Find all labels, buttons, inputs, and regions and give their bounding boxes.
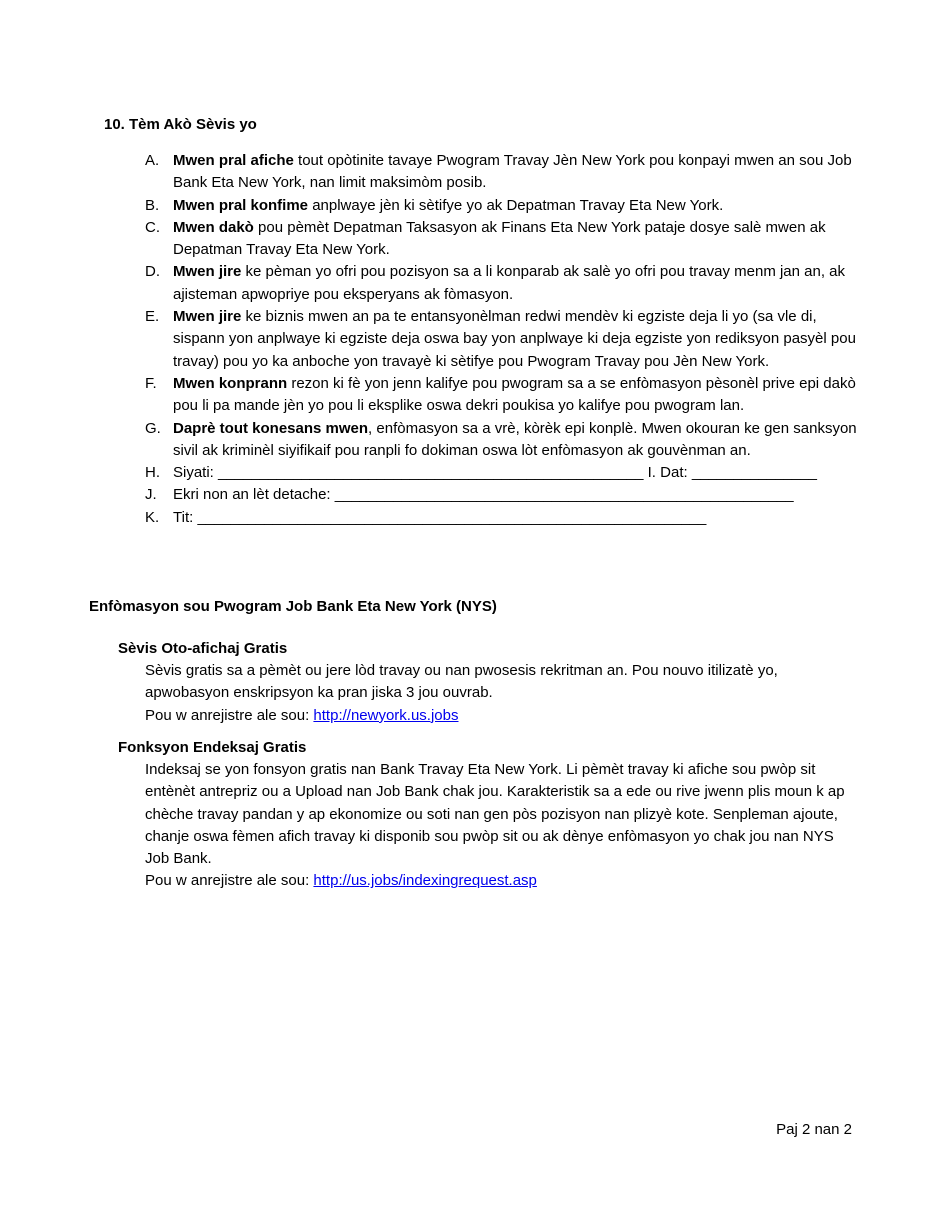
indexing-title: Fonksyon Endeksaj Gratis bbox=[118, 739, 307, 756]
term-item bbox=[145, 261, 857, 306]
term-item bbox=[145, 150, 857, 195]
term-bold: Mwen pral afiche bbox=[173, 152, 294, 169]
term-item bbox=[145, 217, 857, 262]
term-item bbox=[145, 195, 857, 217]
term-text: pou pèmèt Depatman Taksasyon ak Finans Eta New York pataje dosye salè mwen ak Depatman Travay Eta New York. bbox=[173, 218, 826, 259]
posting-register-label: Pou w anrejistre ale sou: bbox=[145, 706, 314, 724]
info-title: Enfòmasyon sou Pwogram Job Bank Eta New York (NYS) bbox=[89, 598, 497, 615]
term-bold: Mwen konprann bbox=[173, 374, 288, 392]
field-letter: K. bbox=[145, 508, 160, 526]
posting-link[interactable]: http://newyork.us.jobs bbox=[313, 706, 459, 724]
term-text: tout opòtinite tavaye Pwogram Travay Jèn New York pou konpayi mwen an sou Job Bank Eta New York, nan limit maksimòm posib. bbox=[173, 152, 852, 192]
term-bold: Daprè tout konesans mwen bbox=[173, 419, 369, 437]
term-text: anplwaye jèn ki sètifye yo ak Depatman Travay Eta New York. bbox=[308, 196, 724, 214]
term-text: rezon ki fè yon jenn kalifye pou pwogram sa a se enfòmasyon pèsonèl prive epi dakò pou li pa mande jèn yo pou li eksplike oswa dekri poukisa yo kalifye pou pwogram lan. bbox=[173, 374, 856, 415]
indexing-section bbox=[118, 737, 858, 893]
posting-section bbox=[118, 638, 858, 727]
term-letter: E. bbox=[145, 308, 160, 326]
term-letter: F. bbox=[145, 374, 157, 392]
term-bold: Mwen jire bbox=[173, 263, 242, 281]
field-text: Ekri non an lèt detache: _______________________________________________________ bbox=[173, 486, 794, 504]
field-text: Tit: _____________________________________________________________ bbox=[173, 508, 707, 526]
section-title: 10. Tèm Akò Sèvis yo bbox=[104, 116, 257, 133]
term-letter: A. bbox=[145, 152, 160, 169]
term-bold: Mwen jire bbox=[173, 308, 242, 326]
field-letter: H. bbox=[145, 464, 160, 482]
terms-list bbox=[145, 150, 857, 529]
term-bold: Mwen dakò bbox=[173, 218, 254, 236]
print-name-field[interactable] bbox=[145, 484, 857, 506]
title-field[interactable] bbox=[145, 507, 857, 529]
posting-text: Sèvis gratis sa a pèmèt ou jere lòd travay ou nan pwosesis rekritman an. Pou nouvo itilizatè yo, apwobasyon enskripsyon ka pran jiska 3 jou ouvrab. bbox=[145, 662, 778, 702]
term-letter: C. bbox=[145, 218, 160, 236]
indexing-link[interactable]: http://us.jobs/indexingrequest.asp bbox=[313, 872, 537, 890]
term-item bbox=[145, 306, 857, 373]
term-item bbox=[145, 418, 857, 463]
term-letter: B. bbox=[145, 196, 160, 214]
term-letter: G. bbox=[145, 419, 161, 437]
posting-title: Sèvis Oto-afichaj Gratis bbox=[118, 640, 288, 657]
signature-field[interactable] bbox=[145, 462, 857, 484]
page-number: Paj 2 nan 2 bbox=[776, 1121, 852, 1138]
field-text: Siyati: ___________________________________________________ I. Dat: _______________ bbox=[173, 464, 817, 482]
term-letter: D. bbox=[145, 263, 160, 281]
term-text: ke biznis mwen an pa te entansyonèlman redwi mendèv ki egziste deja li yo (sa vle di, sispann yon anplwaye ki egziste deja oswa bay yon anplwaye ki deja egziste yon rediksyon pasyèl pou travay) pou yo ka anboche yon travayè ki sètifye pou Pwogram Travay pou Jèn New York. bbox=[173, 308, 856, 370]
term-bold: Mwen pral konfime bbox=[173, 196, 309, 214]
indexing-register-label: Pou w anrejistre ale sou: bbox=[145, 872, 314, 890]
indexing-text: Indeksaj se yon fonsyon gratis nan Bank Travay Eta New York. Li pèmèt travay ki afiche sou pwòp sit entènèt antrepriz ou a Upload nan Job Bank chak jou. Karakteristik sa a ede ou rive jwenn plis moun k ap chèche travay pandan y ap ekonomize ou soti nan gen pòs pozisyon nan plizyè kote. Senpleman ajoute, chanje oswa fèmen afich travay ki disponib sou pwòp sit ou ak dènye enfòmasyon yo chak jou nan NYS Job Bank. bbox=[145, 761, 845, 868]
term-item bbox=[145, 373, 857, 418]
field-letter: J. bbox=[145, 486, 157, 504]
term-text: , enfòmasyon sa a vrè, kòrèk epi konplè. Mwen okouran ke gen sanksyon sivil ak kriminèl siyifikaif pou ranpli fo dokiman oswa lòt enfòmasyon ak gouvènman an. bbox=[173, 419, 857, 459]
term-text: ke pèman yo ofri pou pozisyon sa a li konparab ak salè yo ofri pou travay menm jan an, ak ajisteman apwopriye pou eksperyans ak fòmasyon. bbox=[173, 263, 846, 303]
